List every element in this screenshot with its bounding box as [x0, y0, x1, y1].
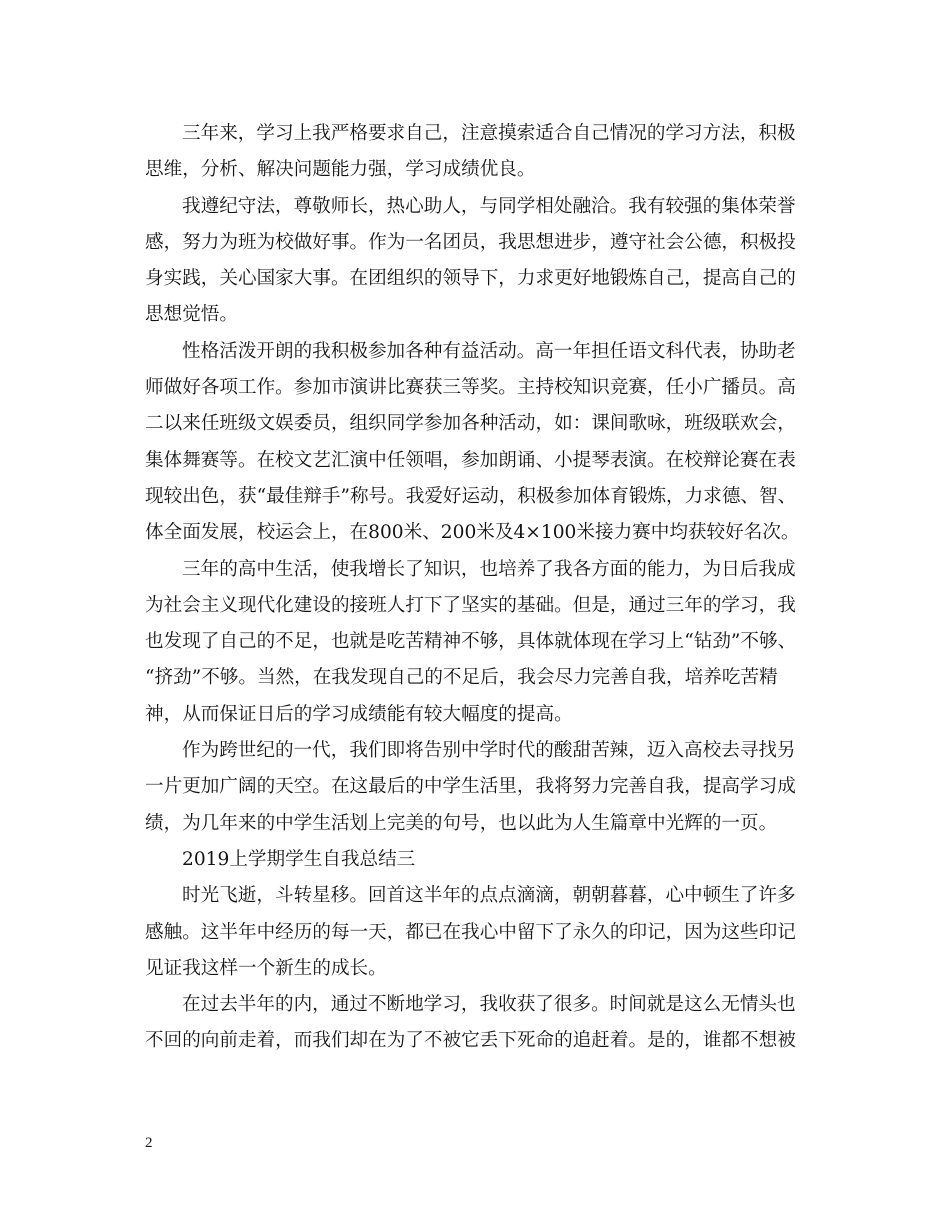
text-line: 师做好各项工作。参加市演讲比赛获三等奖。主持校知识竞赛，任小广播员。高: [145, 377, 796, 399]
text-line: 三年来，学习上我严格要求自己，注意摸索适合自己情况的学习方法，积极: [182, 123, 796, 144]
text-line: 现较出色，获“最佳辩手”称号。我爱好运动，积极参加体育锻炼，力求德、智、: [145, 485, 797, 507]
section-heading: 2019上学期学生自我总结三: [182, 848, 416, 870]
text-line: 一片更加广阔的天空。在这最后的中学生活里，我将努力完善自我，提高学习成: [145, 776, 796, 798]
text-line: 为社会主义现代化建设的接班人打下了坚实的基础。但是，通过三年的学习，我: [145, 594, 796, 616]
text-line: 不回的向前走着，而我们却在为了不被它丢下死命的追赶着。是的，谁都不想被: [145, 1030, 796, 1052]
text-line: 绩，为几年来的中学生活划上完美的句号，也以此为人生篇章中光辉的一页。: [145, 812, 778, 834]
text-line: 在过去半年的内，通过不断地学习，我收获了很多。时间就是这么无情头也: [182, 994, 796, 1016]
text-line: 神，从而保证日后的学习成绩能有较大幅度的提高。: [145, 703, 573, 725]
text-line: 也发现了自己的不足，也就是吃苦精神不够，具体就体现在学习上“钻劲”不够、: [145, 631, 797, 653]
text-line: 三年的高中生活，使我增长了知识，也培养了我各方面的能力，为日后我成: [182, 558, 796, 580]
page-number: 2: [145, 1135, 153, 1151]
text-line: 感，努力为班为校做好事。作为一名团员，我思想进步，遵守社会公德，积极投: [145, 231, 796, 253]
text-line: 思想觉悟。: [145, 304, 238, 326]
text-line: 时光飞逝，斗转星移。回首这半年的点点滴滴，朝朝暮暮，心中顿生了许多: [182, 885, 796, 907]
text-line: 作为跨世纪的一代，我们即将告别中学时代的酸甜苦辣，迈入高校去寻找另: [182, 740, 796, 762]
text-line: “挤劲”不够。当然，在我发现自己的不足后，我会尽力完善自我，培养吃苦精: [145, 667, 778, 689]
text-line: 体全面发展，校运会上，在800米、200米及4×100米接力赛中均获较好名次。: [145, 522, 800, 544]
document-body: [145, 116, 805, 1060]
text-line: 性格活泼开朗的我积极参加各种有益活动。高一年担任语文科代表，协助老: [182, 340, 796, 362]
text-line: 集体舞赛等。在校文艺汇演中任领唱，参加朗诵、小提琴表演。在校辩论赛在表: [145, 449, 796, 471]
text-line: 二以来任班级文娱委员，组织同学参加各种活动，如：课间歌咏，班级联欢会，: [145, 413, 796, 435]
text-line: 感触。这半年中经历的每一天，都已在我心中留下了永久的印记，因为这些印记: [145, 921, 796, 943]
text-line: 思维，分析、解决问题能力强，学习成绩优良。: [145, 159, 536, 181]
text-line: 身实践，关心国家大事。在团组织的领导下，力求更好地锻炼自己，提高自己的: [145, 268, 796, 290]
text-line: 我遵纪守法，尊敬师长，热心助人，与同学相处融洽。我有较强的集体荣誉: [182, 195, 796, 217]
text-line: 见证我这样一个新生的成长。: [145, 957, 387, 979]
